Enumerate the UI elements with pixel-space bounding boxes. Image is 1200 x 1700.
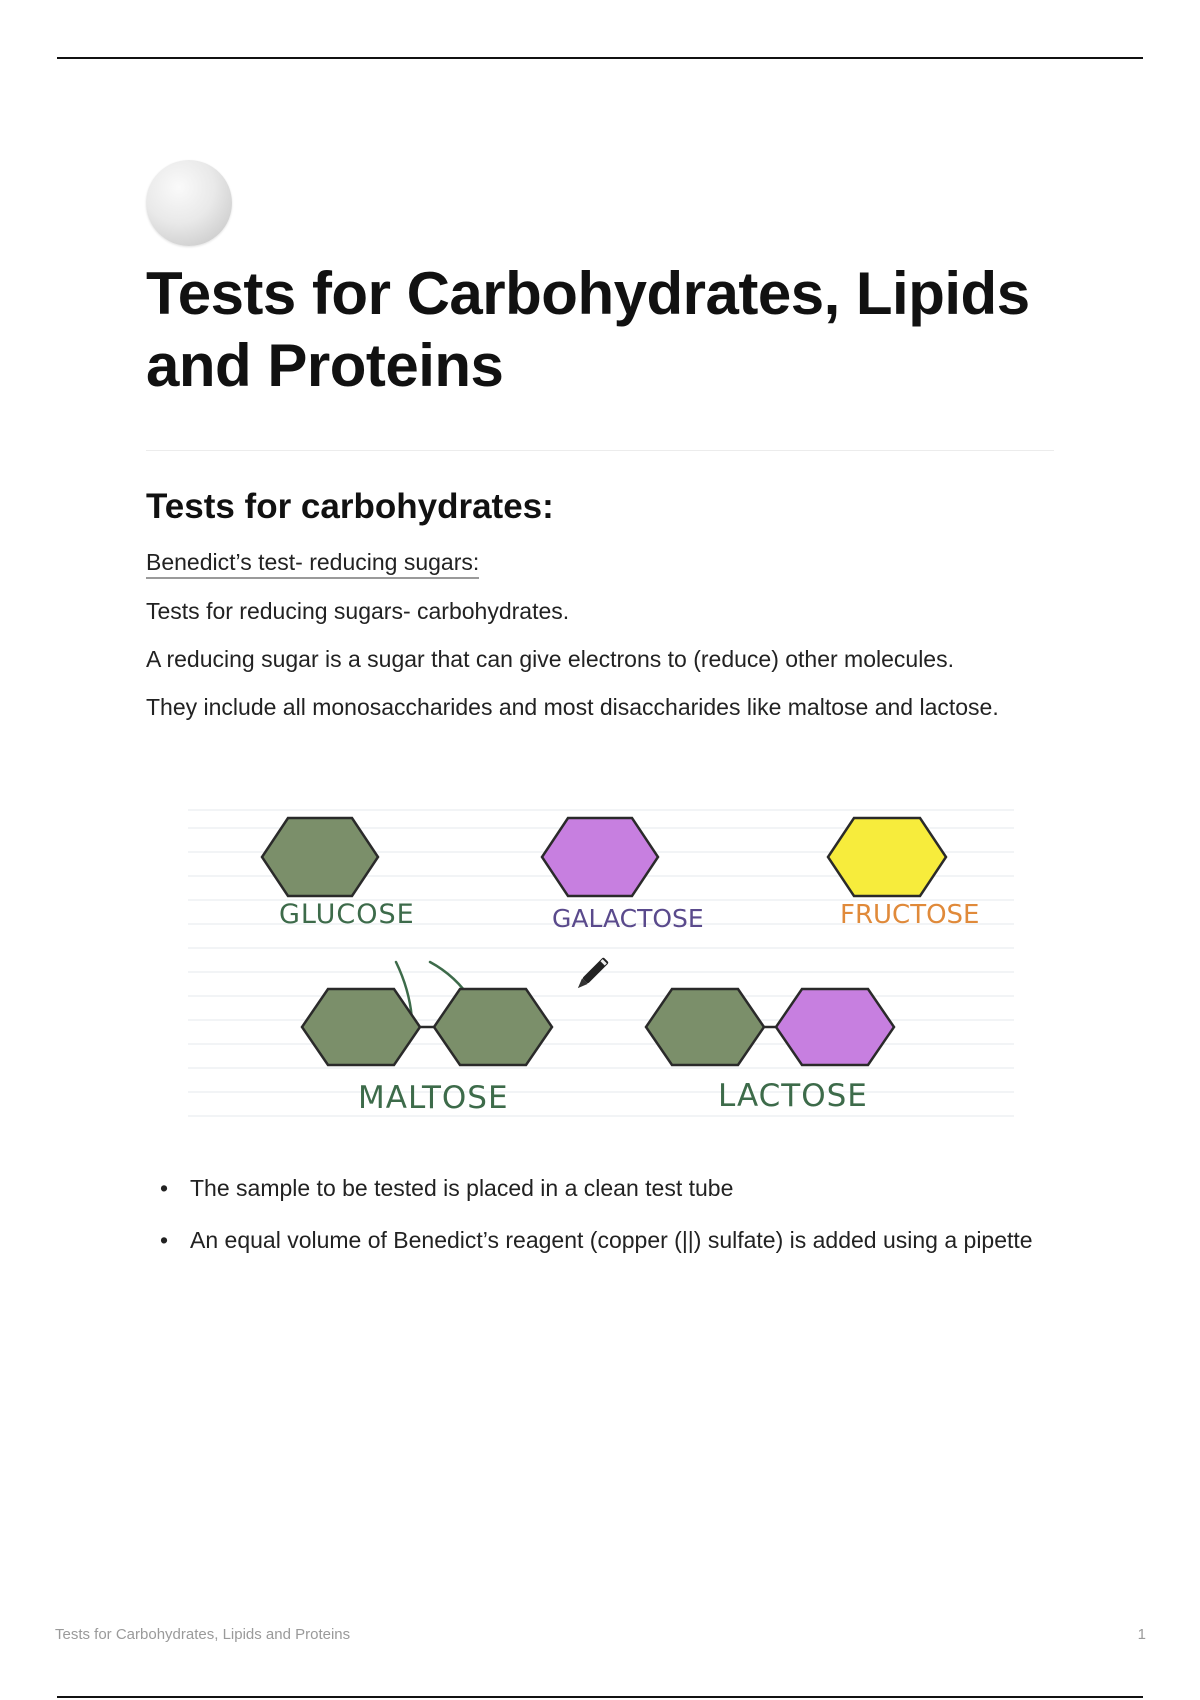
sub-heading: Benedict’s test- reducing sugars: (146, 548, 479, 579)
paragraph-3: They include all monosaccharides and most disaccharides like maltose and lactose. (146, 694, 999, 720)
list-item (146, 1170, 1066, 1206)
maltose-hexagon-1 (302, 989, 420, 1065)
pencil-icon (575, 957, 609, 991)
fructose-label: FRUCTOSE (840, 900, 980, 930)
document-title: Tests for Carbohydrates, Lipids and Proteins (146, 260, 1030, 399)
sugar-diagram-svg (188, 806, 1014, 1132)
bullet-icon: • (160, 1227, 169, 1253)
fructose-hexagon (828, 818, 946, 896)
list-item-text: An equal volume of Benedict’s reagent (copper (||) sulfate) is added using a pipette (190, 1227, 1033, 1253)
lactose-label: LACTOSE (718, 1078, 868, 1114)
glucose-hexagon (262, 818, 378, 896)
maltose-hexagon-2 (434, 989, 552, 1065)
section-heading: Tests for carbohydrates: (146, 487, 554, 526)
procedure-list (146, 1170, 1066, 1274)
page-emoji-icon (146, 160, 232, 246)
footer-page-number: 1 (1137, 1626, 1146, 1643)
lactose-hexagon-1 (646, 989, 764, 1065)
list-item (146, 1222, 1066, 1258)
lactose-hexagon-2 (776, 989, 894, 1065)
title-divider (146, 450, 1054, 451)
paragraph-1: Tests for reducing sugars- carbohydrates. (146, 598, 570, 624)
galactose-hexagon (542, 818, 658, 896)
footer-document-title: Tests for Carbohydrates, Lipids and Proteins (55, 1626, 351, 1643)
top-rule (57, 57, 1143, 59)
paragraph-2: A reducing sugar is a sugar that can give electrons to (reduce) other molecules. (146, 646, 954, 672)
glucose-label: GLUCOSE (279, 899, 415, 930)
galactose-label: GALACTOSE (552, 904, 704, 933)
sugar-diagram (188, 806, 1014, 1132)
maltose-label: MALTOSE (358, 1080, 509, 1116)
list-item-text: The sample to be tested is placed in a clean test tube (190, 1175, 734, 1201)
bottom-rule (57, 1696, 1143, 1698)
bullet-icon: • (160, 1175, 169, 1201)
